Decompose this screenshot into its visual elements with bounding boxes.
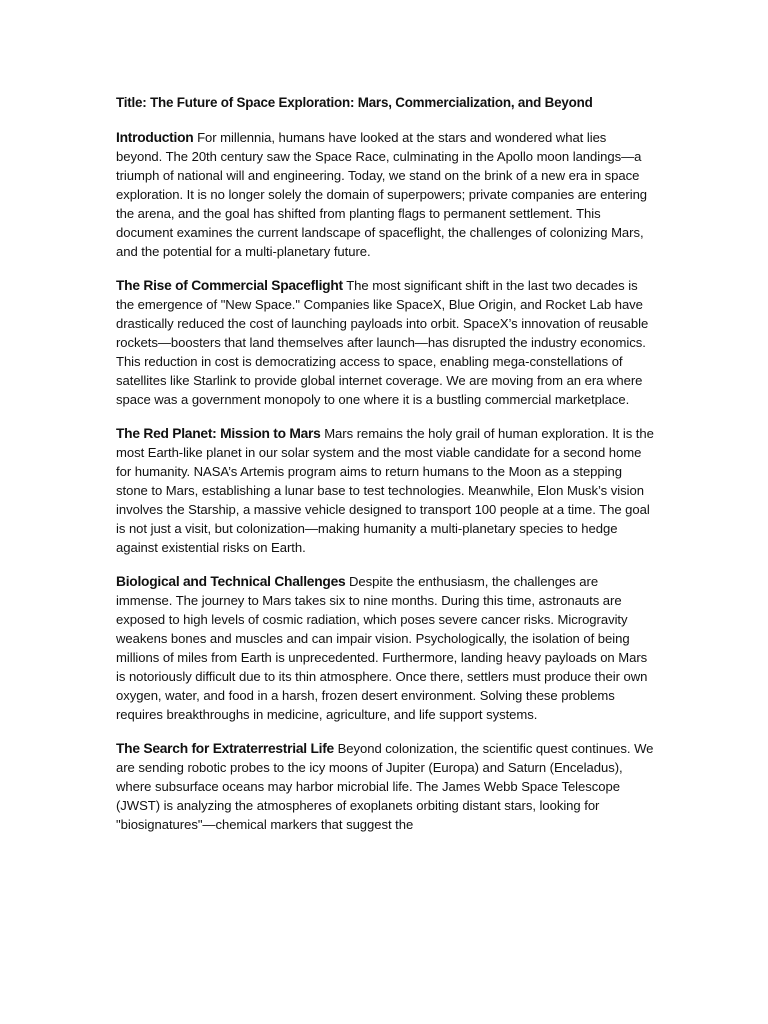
- section-heading: The Rise of Commercial Spaceflight: [116, 278, 343, 293]
- section-mission-to-mars: [116, 424, 654, 557]
- section-heading: Introduction: [116, 130, 194, 145]
- document-title: Title: The Future of Space Exploration: Mars, Commercialization, and Beyond: [116, 95, 593, 110]
- section-text: Mars remains the holy grail of human exploration. It is the most Earth-like planet in our solar system and the most viable candidate for a second home for humanity. NASA’s Artemis program aims to return humans to the Moon as a stepping stone to Mars, establishing a lunar base to test technologies. Meanwhile, Elon Musk’s vision involves the Starship, a massive vehicle designed to transport 100 people at a time. The goal is not just a visit, but colonization—making humanity a multi-planetary species to hedge against existential risks on Earth.: [116, 426, 654, 555]
- section-challenges: [116, 572, 654, 724]
- section-commercial-spaceflight: [116, 276, 654, 409]
- section-heading: The Search for Extraterrestrial Life: [116, 741, 334, 756]
- section-introduction: [116, 128, 654, 261]
- section-text: Beyond colonization, the scientific quest continues. We are sending robotic probes to the icy moons of Jupiter (Europa) and Saturn (Enceladus), where subsurface oceans may harbor microbial life. The James Webb Space Telescope (JWST) is analyzing the atmospheres of exoplanets orbiting distant stars, looking for "biosignatures"—chemical markers that suggest the: [116, 741, 654, 832]
- section-heading: Biological and Technical Challenges: [116, 574, 346, 589]
- section-text: Despite the enthusiasm, the challenges are immense. The journey to Mars takes six to nine months. During this time, astronauts are exposed to high levels of cosmic radiation, which poses severe cancer risks. Microgravity weakens bones and muscles and can impair vision. Psychologically, the isolation of being millions of miles from Earth is unprecedented. Furthermore, landing heavy payloads on Mars is notoriously difficult due to its thin atmosphere. Once there, settlers must produce their own oxygen, water, and food in a harsh, frozen desert environment. Solving these problems requires breakthroughs in medicine, agriculture, and life support systems.: [116, 574, 648, 722]
- document-body: [116, 93, 654, 832]
- section-heading: The Red Planet: Mission to Mars: [116, 426, 321, 441]
- section-text: The most significant shift in the last two decades is the emergence of "New Space." Companies like SpaceX, Blue Origin, and Rocket Lab have drastically reduced the cost of launching payloads into orbit. SpaceX’s innovation of reusable rockets—boosters that land themselves after launch—has disrupted the industry economics. This reduction in cost is democratizing access to space, enabling mega-constellations of satellites like Starlink to provide global internet coverage. We are moving from an era where space was a government monopoly to one where it is a bustling commercial marketplace.: [116, 278, 649, 407]
- section-text: For millennia, humans have looked at the stars and wondered what lies beyond. The 20th century saw the Space Race, culminating in the Apollo moon landings—a triumph of national will and engineering. Today, we stand on the brink of a new era in space exploration. It is no longer solely the domain of superpowers; private companies are entering the arena, and the goal has shifted from planting flags to permanent settlement. This document examines the current landscape of spaceflight, the challenges of colonizing Mars, and the potential for a multi-planetary future.: [116, 130, 648, 259]
- section-extraterrestrial-life: [116, 739, 654, 832]
